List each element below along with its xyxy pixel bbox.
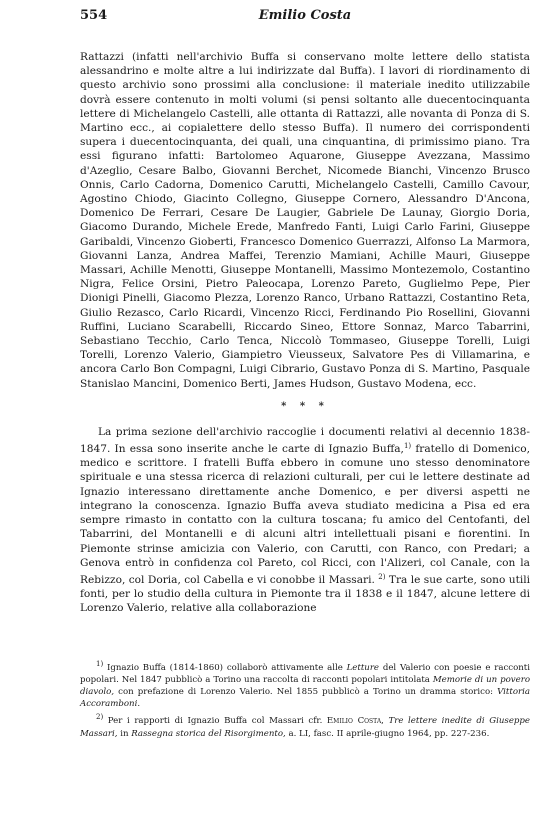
footnote-text: del Valerio con poesie e racconti popolari. Nel 1847 pubblicò a Torino una raccolta di racconti popolari intitolata xyxy=(80,662,530,685)
body-paragraph xyxy=(80,425,530,616)
page-header xyxy=(80,8,530,38)
book-page xyxy=(80,8,530,741)
running-title: Emilio Costa xyxy=(258,8,352,23)
section-separator: * * * xyxy=(281,400,329,412)
paragraph-text: fratello di Domenico, medico e scrittore. I fratelli Buffa ebbero in comune uno stesso denominatore spirituale e una stessa ricerca di relazioni culturali, per cui le lettere destinate ad Ignazio interessano direttamente anche Domenico, e per diversi aspetti ne integrano la conoscenza. Ignazio Buffa aveva studiato medicina a Pisa ed era sempre rimasto in contatto con la cultura toscana; fu amico del Centofanti, del Tabarrini, del Montanelli e di alcuni altri intellettuali pisani e fiorentini. In Piemonte strinse amicizia con Valerio, con Carutti, con Ranco, con Predari; a Genova entrò in confidenza col Pareto, col Ricci, con l'Alizeri, col Canale, con la Rebizzo, col Doria, col Cabella e vi conobbe il Massari. xyxy=(80,443,530,586)
footnote-italic: Vittoria Accoramboni. xyxy=(80,686,530,710)
footnote-italic: Letture xyxy=(346,662,380,673)
footnote xyxy=(80,711,530,739)
footnote-text: Ignazio Buffa (1814-1860) collaborò attivamente alle xyxy=(103,662,347,673)
footnote-text: in xyxy=(117,728,132,739)
footnote-italic: Memorie di un povero diavolo, xyxy=(80,674,530,697)
paragraph-text: La prima sezione dell'archivio raccoglie i documenti relativi al decennio 1838-1847. In essa sono inserite anche le carte di Ignazio Buffa, xyxy=(80,425,530,456)
footnote-ref: 2) xyxy=(378,572,386,581)
footnote-text: con prefazione di Lorenzo Valerio. Nel 1855 pubblicò a Torino un dramma storico: xyxy=(114,686,498,697)
footnote xyxy=(80,658,530,711)
footnotes xyxy=(80,658,530,740)
body-paragraph: Rattazzi (infatti nell'archivio Buffa si conservano molte lettere dello statista alessandrino e molte altre a lui indirizzate dal Buffa). I lavori di riordinamento di questo archivio sono prossimi alla conclusione: il materiale inedito utilizzabile dovrà essere contenuto in molti volumi (si pensi soltanto alle duecentocinquanta lettere di Michelangelo Castelli, alle ottanta di Rattazzi, alle novanta di Ponza di S. Martino ecc., ai copialettere dello stesso Buffa). Il numero dei corrispondenti supera i duecentocinquanta, dei quali, una cinquantina, di primissimo piano. Tra essi figurano infatti: Bartolomeo Aquarone, Giuseppe Avezzana, Massimo d'Azeglio, Cesare Balbo, Giovanni Berchet, Nicomede Bianchi, Vincenzo Brusco Onnis, Carlo Cadorna, Domenico Carutti, Michelangelo Castelli, Camillo Cavour, Agostino Chiodo, Giacinto Collegno, Giuseppe Cornero, Alessandro D'Ancona, Domenico De Ferrari, Cesare De Laugier, Gabriele De Launay, Giorgio Doria, Giacomo Durando, Michele Erede, Manfredo Fanti, Luigi Carlo Farini, Giuseppe Garibaldi, Vincenzo Gioberti, Francesco Domenico Guerrazzi, Alfonso La Marmora, Giovanni Lanza, Andrea Maffei, Terenzio Mamiani, Achille Mauri, Giuseppe Massari, Achille Menotti, Giuseppe Montanelli, Massimo Montezemolo, Costantino Nigra, Felice Orsini, Pietro Paleocapa, Lorenzo Pareto, Guglielmo Pepe, Pier Dionigi Pinelli, Giacomo Plezza, Lorenzo Ranco, Urbano Rattazzi, Costantino Reta, Giulio Rezasco, Carlo Ricardi, Vincenzo Ricci, Ferdinando Pio Rosellini, Giovanni Ruffini, Luciano Scarabelli, Riccardo Sineo, Ettore Sonnaz, Marco Tabarrini, Sebastiano Tecchio, Carlo Tenca, Niccolò Tommaseo, Giuseppe Torelli, Luigi Torelli, Lorenzo Valerio, Giampietro Vieusseux, Salvatore Pes di Villamarina, e ancora Carlo Bon Compagni, Luigi Cibrario, Gustavo Ponza di S. Martino, Pasquale Stanislao Mancini, Domenico Berti, James Hudson, Gustavo Modena, ecc. xyxy=(80,51,530,390)
footnote-text: Per i rapporti di Ignazio Buffa col Massari cfr. xyxy=(103,716,327,727)
footnote-marker: 2) xyxy=(96,713,104,722)
paragraph-text: Tra le sue carte, sono utili fonti, per lo studio della cultura in Piemonte tra il 1838 e il 1847, alcune lettere di Lorenzo Valerio, relative alla collaborazione xyxy=(80,573,530,615)
footnote-text: a. LI, fasc. II aprile-giugno 1964, pp. 227-236. xyxy=(285,728,490,739)
footnote-marker: 1) xyxy=(96,659,104,668)
footnote-italic: Tre lettere inedite di Giuseppe Massari, xyxy=(80,716,530,739)
footnote-author: Emilio Costa, xyxy=(326,716,384,727)
footnote-italic: Rassegna storica del Risorgimento, xyxy=(131,728,286,739)
footnote-ref: 1) xyxy=(403,442,412,451)
page-number: 554 xyxy=(80,8,108,23)
